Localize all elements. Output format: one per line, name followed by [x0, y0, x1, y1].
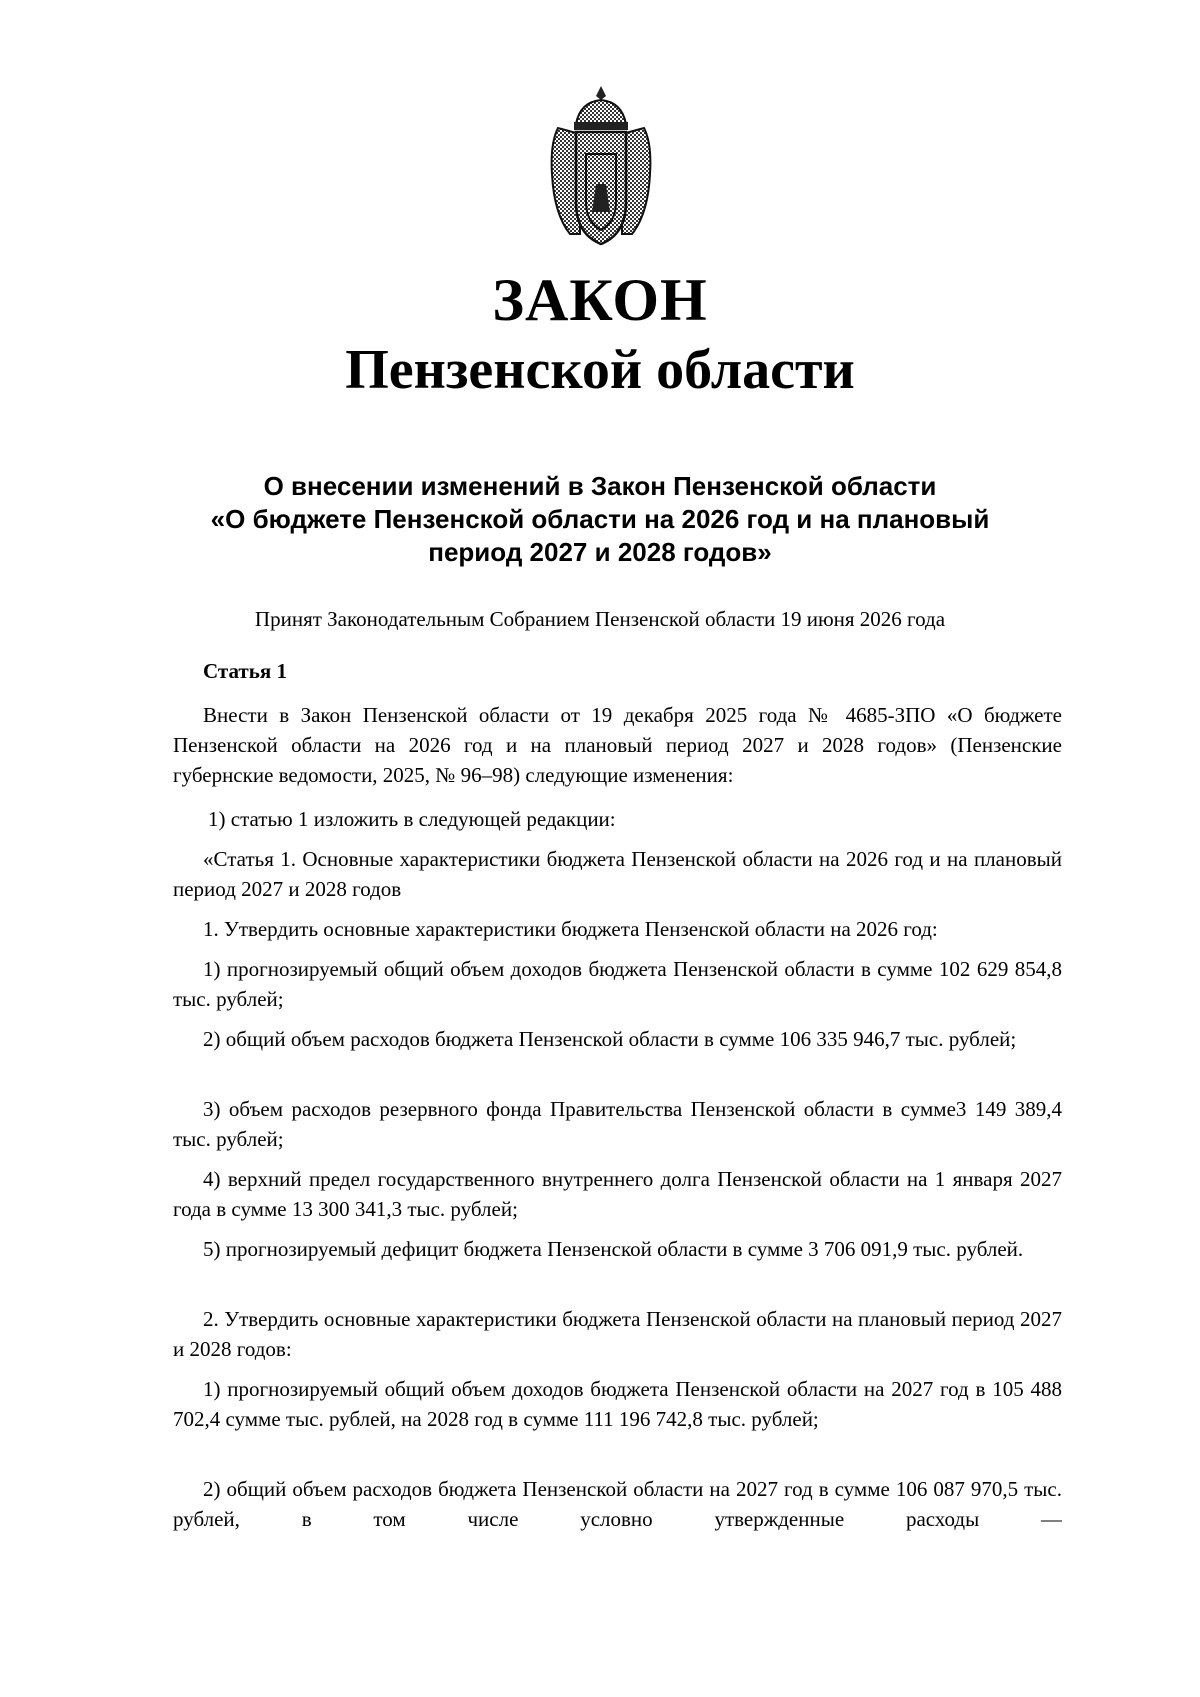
amendment-item: 1) статью 1 изложить в следующей редакции:	[208, 807, 616, 831]
subject-line: О внесении изменений в Закон Пензенской области	[263, 471, 937, 501]
coat-of-arms-icon	[540, 84, 662, 248]
list-item: 5) прогнозируемый дефицит бюджета Пензенской области в сумме 3 706 091,9 тыс. рублей.	[203, 1237, 1024, 1261]
law-subject	[160, 470, 1040, 569]
list-item: 1) прогнозируемый общий объем доходов бюджета Пензенской области в сумме 102 629 854,8 тыс. рублей;	[173, 957, 1062, 1011]
article-intro: Внести в Закон Пензенской области от 19 декабря 2025 года № 4685-ЗПО «О бюджете Пензенской области на 2026 год и на плановый период 2027 и 2028 годов» (Пензенские губернские ведомости, 2025, № 96–98) следующие изменения:	[173, 703, 1062, 787]
law-region: Пензенской области	[345, 339, 855, 401]
list-item: 1) прогнозируемый общий объем доходов бюджета Пензенской области на 2027 год в 105 488 702,4 сумме тыс. рублей, на 2028 год в сумме 111 196 742,8 тыс. рублей;	[173, 1377, 1062, 1431]
article-heading: Статья 1	[203, 659, 287, 683]
section-title: 1. Утвердить основные характеристики бюджета Пензенской области на 2026 год:	[203, 917, 938, 941]
adoption-note: Принят Законодательным Собранием Пензенской области 19 июня 2026 года	[254, 607, 946, 631]
subject-line: период 2027 и 2028 годов»	[428, 537, 772, 567]
list-item: 4) верхний предел государственного внутреннего долга Пензенской области на 1 января 2027 года в сумме 13 300 341,3 тыс. рублей;	[173, 1167, 1062, 1221]
quoted-article-title: «Статья 1. Основные характеристики бюджета Пензенской области на 2026 год и на плановый период 2027 и 2028 годов	[173, 847, 1062, 901]
list-item: 2) общий объем расходов бюджета Пензенской области в сумме 106 335 946,7 тыс. рублей;	[203, 1027, 1017, 1051]
list-item: 3) объем расходов резервного фонда Правительства Пензенской области в сумме3 149 389,4 тыс. рублей;	[173, 1097, 1062, 1151]
section-title: 2. Утвердить основные характеристики бюджета Пензенской области на плановый период 2027 и 2028 годов:	[173, 1307, 1062, 1361]
list-item: 2) общий объем расходов бюджета Пензенской области на 2027 год в сумме 106 087 970,5 тыс. рублей, в том числе условно утвержденные расходы —	[173, 1477, 1062, 1531]
law-title: ЗАКОН	[492, 267, 708, 333]
subject-line: «О бюджете Пензенской области на 2026 год и на плановый	[210, 504, 990, 534]
